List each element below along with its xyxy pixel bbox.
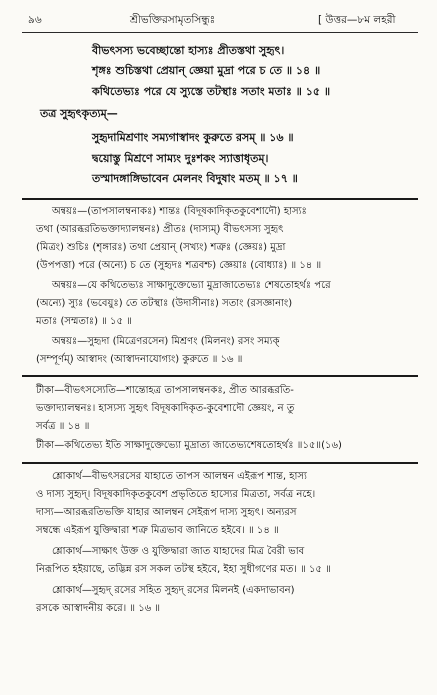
- shlokartha-line: দাস্য—আরব্ধরতিভক্তি যাহার আলম্বন সেইরূপ দাস্য সুহৃৎ। অন্যরস: [36, 507, 297, 518]
- anvaya-line: (অন্যে) স্যুঃ (ভবেয়ুঃ) তে তটস্থাঃ (উদাসীনাঃ) সতাং (রসজ্ঞানাং): [36, 298, 293, 309]
- section-label: [ উত্তর—৮ম লহরী: [318, 14, 396, 26]
- tika-line: টীকা—কথিতেভ্য ইতি সাক্ষাদুক্তেভ্যো মুদ্রাত্য জাতেভ্যশেষতোহর্থঃ ॥১৫॥(১৬): [36, 440, 342, 451]
- tika-line: ভক্তাদ্যালম্বনঃ। হাস্যস্য সুহৃৎ বিদূষকাদিকৃত-কুবেশাদৌ জ্ঞেয়ং, ন তু: [36, 403, 295, 414]
- page-number: ৯৬: [28, 14, 42, 26]
- verse-line: কথিতেভ্যঃ পরে যে স্যুস্তে তটস্থাঃ সতাং মতাঃ ॥ ১৫ ॥: [92, 85, 331, 98]
- anvaya-line: অন্বয়ঃ—সুহৃদা (মিত্রেণরসেন) মিশ্রণং (মিলনং) রসং সম্যক্: [52, 336, 280, 347]
- header-rule: [22, 32, 418, 33]
- shlokartha-line: সম্বন্ধে এইরূপ যুক্তিদ্বারা শত্রু মিত্রভাব জানিতে হইবে। ॥ ১৪ ॥: [36, 525, 279, 536]
- verse-line: বীভৎসস্য ভবেচ্ছান্তো হাস্যঃ প্রীতস্তথা সুহৃৎ।: [92, 44, 285, 57]
- anvaya-line: অন্বয়ঃ—যে কথিতেভ্যঃ সাক্ষাদুক্তেভ্যো মুদ্রাজাতেভ্যঃ শেষতোহর্থঃ পরে: [52, 280, 331, 291]
- verse-line: তস্মাদঙ্গাঙ্গিভাবেন মেলনং বিদুষাং মতম্ ॥ ১৭ ॥: [92, 172, 298, 185]
- shlokartha-line: শ্লোকার্থ—সুহৃদ্ রসের সহিত সুহৃদ্ রসের মিলনই (একদাভাবন): [52, 585, 295, 596]
- verse-line: সুহৃদামিশ্রণাং সম্যগাস্বাদং কুরুতে রসম্ ॥ ১৬ ॥: [92, 131, 294, 144]
- tika-line: সর্বত্র ॥ ১৪ ॥: [36, 421, 90, 432]
- shlokartha-line: নিরূপিত হইয়াছে, তদ্ভিন্ন রস সকল তটস্থ হইবে, ইহা সুধীগণের মত। ॥ ১৫ ॥: [36, 564, 331, 575]
- verse-line: তত্র সুহৃৎকৃত্যম্—: [40, 107, 118, 120]
- verse-line: দ্বয়োস্তু মিশ্রণে সাম্যং দুঃশকং স্যাত্তাধৃতম্।: [92, 152, 269, 165]
- shlokartha-line: ও দাস্য সুহৃদ্। বিদূষকাদিকৃতকুবেশ প্রভৃতিতে হাস্যের মিত্রতা, সর্বত্র নহে।: [36, 489, 316, 500]
- anvaya-line: অন্বয়ঃ—(তাপসালম্বনাকঃ) শান্তঃ (বিদূষকাদিকৃতকুবেশাদৌ) হাস্যঃ: [52, 206, 307, 217]
- anvaya-line: তথা (আরব্ধরতিভক্তাদ্যালম্বনঃ) প্রীতঃ (দাস্যম্) বীভৎসস্য সুহৃৎ: [36, 224, 284, 235]
- anvaya-line: (সম্পূর্ণম্) আস্বাদং (আস্বাদনাযোগ্যং) কুরুতে ॥ ১৬ ॥: [36, 354, 243, 365]
- shlokartha-line: শ্লোকার্থ—বীভৎসরসের যাহাতে তাপস আলম্বন এইরূপ শান্ত, হাস্য: [52, 471, 307, 482]
- verse-line: শৃঙ্গঃ শুচিস্তথা প্রেয়ান্ জ্ঞেয়া মুদ্রা পরে চ তে ॥ ১৪ ॥: [92, 64, 321, 77]
- shlokartha-line: রসকে আস্বাদনীয় করে। ॥ ১৬ ॥: [36, 603, 161, 614]
- tika-line: টীকা—বীভৎসস্যেতি—শান্তোহত্র তাপসালম্বনকঃ, প্রীত আরব্ধরতি-: [36, 385, 294, 396]
- anvaya-line: মতাঃ (সম্মতাঃ) ॥ ১৫ ॥: [36, 316, 132, 327]
- anvaya-line: (মিত্রং) শুচিঃ (শৃঙ্গারঃ) তথা প্রেয়ান্ (সখ্যং) শত্রুঃ (জ্ঞেয়ঃ) মুদ্রা: [36, 242, 286, 253]
- section-divider: [22, 375, 418, 377]
- shlokartha-line: শ্লোকার্থ—সাক্ষাৎ উক্ত ও যুক্তিদ্বারা জাত যাহাদের মিত্র বৈরী ভাব: [52, 546, 305, 557]
- section-divider: [22, 462, 418, 464]
- anvaya-line: (উপপত্তা) পরে (অন্যে) চ তে (সুহৃদঃ শত্রবশ্চ) জ্ঞেয়াঃ (বোধ্যাঃ) ॥ ১৪ ॥: [36, 260, 322, 271]
- section-divider: [22, 198, 418, 200]
- book-title: শ্রীভক্তিরসামৃতসিন্ধুঃ: [130, 14, 216, 26]
